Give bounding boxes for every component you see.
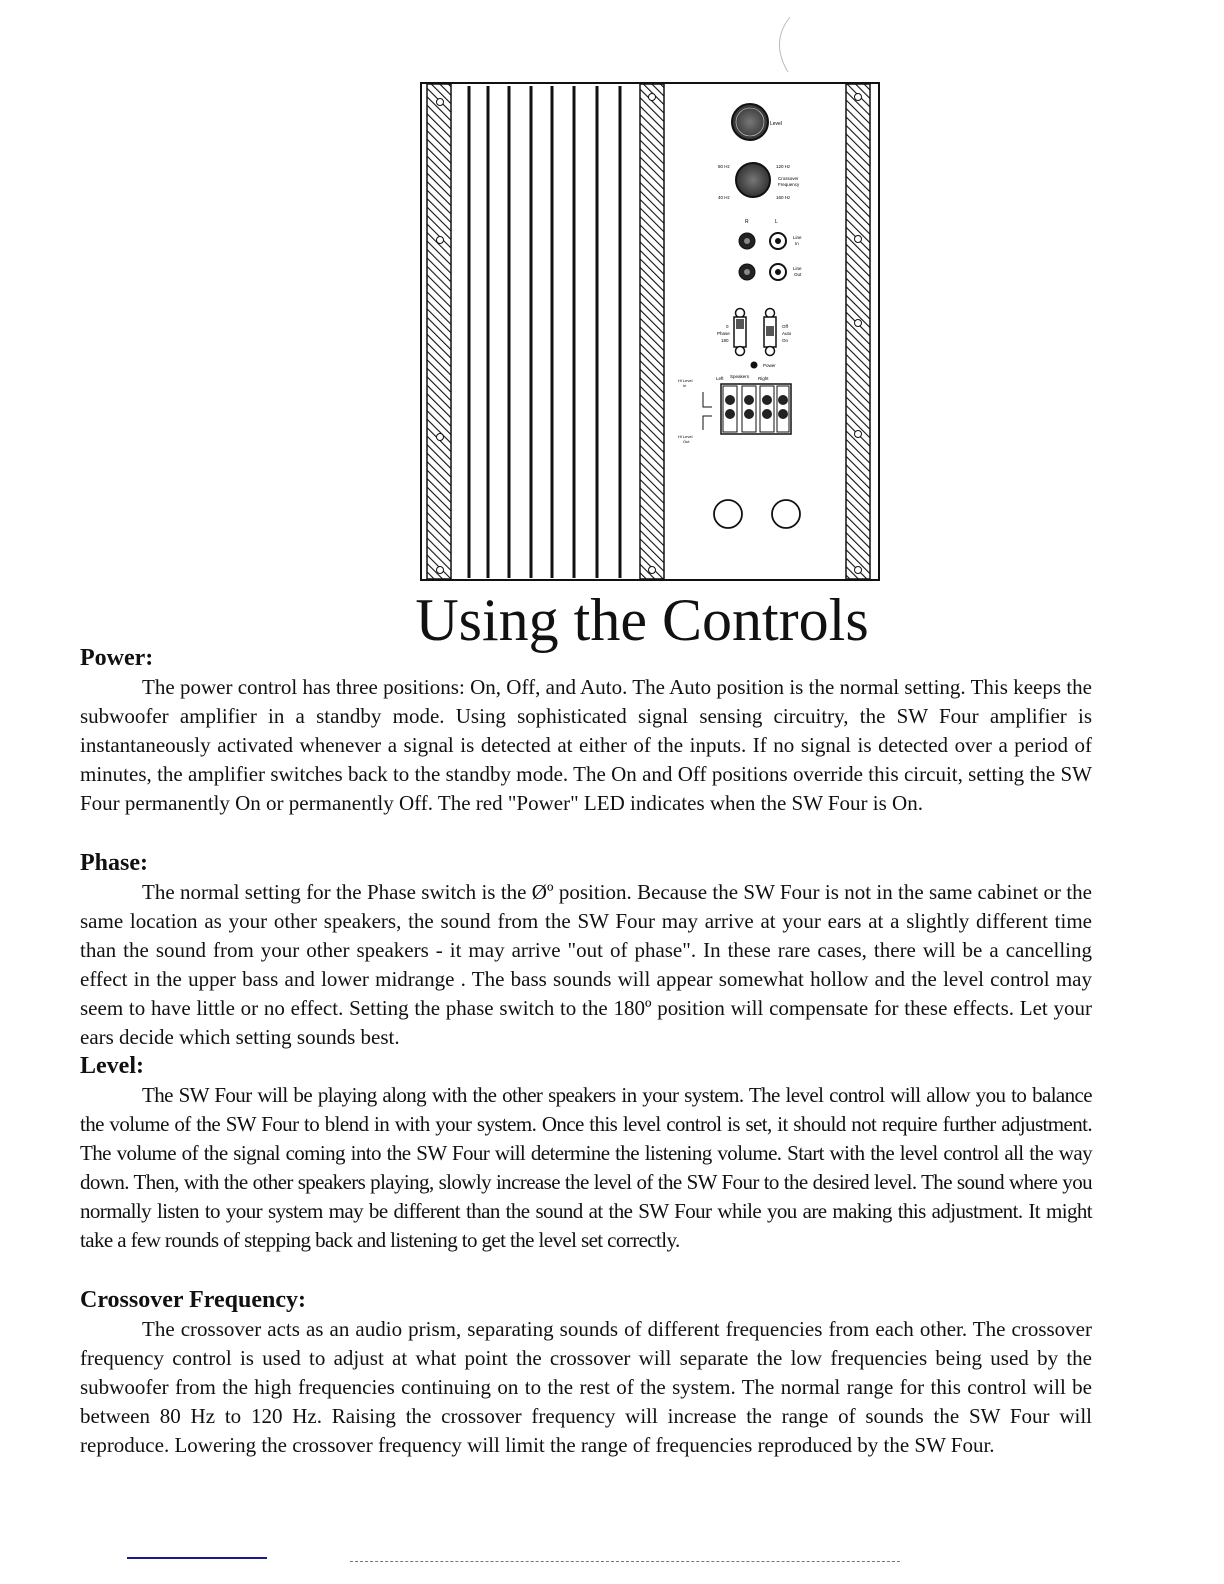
svg-text:Line: Line (793, 235, 802, 240)
svg-text:In: In (683, 383, 687, 388)
left-mounting-strip (427, 84, 451, 579)
svg-text:Speakers: Speakers (730, 374, 750, 379)
svg-text:Frequency: Frequency (778, 182, 800, 187)
page-title: Using the Controls (415, 587, 869, 653)
footer-dashed-rule (350, 1561, 900, 1563)
svg-text:Left: Left (716, 376, 724, 381)
section-phase (80, 850, 1092, 1052)
svg-text:80 Hz: 80 Hz (718, 164, 730, 169)
subwoofer-rear-panel-diagram (420, 82, 880, 582)
middle-mounting-strip (640, 84, 664, 579)
svg-text:40 Hz: 40 Hz (718, 195, 730, 200)
svg-text:Power: Power (763, 363, 776, 368)
svg-text:Hi Level: Hi Level (678, 378, 693, 383)
svg-text:In: In (795, 241, 799, 246)
pencil-mark (770, 12, 810, 82)
svg-text:Phase: Phase (717, 331, 730, 336)
section-heading: Phase: (80, 850, 148, 876)
svg-text:Level: Level (770, 121, 782, 127)
section-body: The power control has three positions: On, Off, and Auto. The Auto position is the normal setting. This keeps the subwoofer amplifier in a standby mode. Using sophisticated signal sensing circuitry, the SW Four amplifier is instantaneously activated whenever a signal is detected at either of the inputs. If no signal is detected over a period of minutes, the amplifier switches back to the standby mode. The On and Off positions override this circuit, setting the SW Four permanently On or permanently Off. The red "Power" LED indicates when the SW Four is On. (80, 675, 1092, 815)
right-mounting-strip (846, 84, 870, 579)
svg-text:Crossover: Crossover (778, 176, 799, 181)
svg-text:Auto: Auto (782, 331, 792, 336)
svg-text:Off: Off (782, 324, 788, 329)
section-power (80, 645, 1092, 818)
svg-text:Hi Level: Hi Level (678, 434, 693, 439)
svg-text:Out: Out (794, 272, 802, 277)
svg-text:0: 0 (726, 324, 729, 329)
section-crossover-frequency (80, 1287, 1092, 1460)
svg-text:On: On (782, 338, 789, 343)
section-heading: Crossover Frequency: (80, 1287, 306, 1313)
section-level (80, 1053, 1092, 1255)
section-heading: Power: (80, 645, 154, 671)
svg-text:160 Hz: 160 Hz (776, 195, 791, 200)
svg-text:L: L (775, 219, 778, 225)
svg-text:Line: Line (793, 266, 802, 271)
svg-text:Out: Out (683, 439, 690, 444)
svg-text:R: R (745, 219, 749, 225)
section-body: The normal setting for the Phase switch is the Øº position. Because the SW Four is not in the same cabinet or the same location as your other speakers, the sound from the SW Four may arrive at your ears at a slightly different time than the sound from your other speakers - it may arrive "out of phase". In these rare cases, there will be a cancelling effect in the upper bass and lower midrange . The bass sounds will appear somewhat hollow and the level control may seem to have little or no effect. Setting the phase switch to the 180º position will compensate for these effects. Let your ears decide which setting sounds best. (80, 880, 1092, 1049)
power-led (751, 362, 777, 369)
footer-rule (127, 1557, 267, 1559)
svg-text:Right: Right (758, 376, 769, 381)
section-body: The SW Four will be playing along with the other speakers in your system. The level control will allow you to balance the volume of the SW Four to blend in with your system. Once this level control is set, it should not require further adjustment. The volume of the signal coming into the SW Four will determine the listening volume. Start with the level control all the way down. Then, with the other speakers playing, slowly increase the level of the SW Four to the desired level. The sound where you normally listen to your system may be different than the sound at the SW Four while you are making this adjustment. It might take a few rounds of stepping back and listening to get the level set correctly. (80, 1083, 1092, 1252)
section-body: The crossover acts as an audio prism, separating sounds of different frequencies from each other. The crossover frequency control is used to adjust at what point the crossover will separate the low frequencies being used by the subwoofer from the high frequencies continuing on to the rest of the system. The normal range for this control will be between 80 Hz to 120 Hz. Raising the crossover frequency will increase the range of sounds the SW Four will reproduce. Lowering the crossover frequency will limit the range of frequencies reproduced by the SW Four. (80, 1317, 1092, 1457)
svg-text:180: 180 (721, 338, 729, 343)
svg-text:120 Hz: 120 Hz (776, 164, 791, 169)
section-heading: Level: (80, 1053, 144, 1079)
